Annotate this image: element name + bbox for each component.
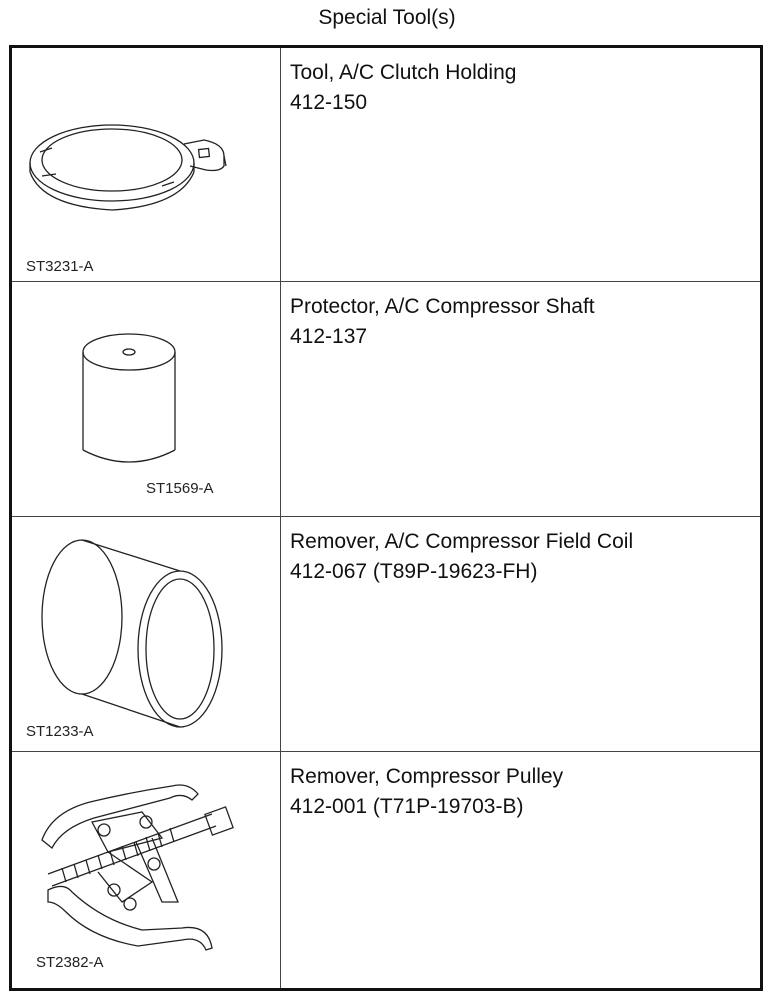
table-row [11, 517, 762, 752]
tool-name: Tool, A/C Clutch Holding [290, 61, 517, 84]
tool-description-cell [281, 517, 762, 752]
field-coil-remover-sleeve-icon [12, 517, 280, 752]
tool-illustration-cell [11, 282, 281, 517]
tool-code: ST1569-A [146, 480, 214, 497]
tool-code: ST2382-A [36, 954, 104, 971]
tool-name: Protector, A/C Compressor Shaft [290, 295, 595, 318]
tool-illustration-cell [11, 47, 281, 282]
tool-description-cell [281, 47, 762, 282]
clutch-holding-ring-icon [12, 48, 280, 283]
page-title: Special Tool(s) [318, 6, 456, 29]
tool-illustration-cell [11, 752, 281, 990]
tool-number: 412-150 [290, 91, 368, 114]
tool-description-cell [281, 752, 762, 990]
tool-illustration-cell [11, 517, 281, 752]
tool-code: ST3231-A [26, 258, 94, 275]
table-row [11, 282, 762, 517]
tool-number: 412-137 [290, 325, 368, 348]
special-tools-table [9, 45, 763, 991]
tool-name: Remover, Compressor Pulley [290, 765, 564, 788]
tool-description-cell [281, 282, 762, 517]
table-row [11, 47, 762, 282]
tool-number: 412-001 (T71P-19703-B) [290, 795, 524, 818]
tool-code: ST1233-A [26, 723, 94, 740]
tool-name: Remover, A/C Compressor Field Coil [290, 530, 634, 553]
table-row [11, 752, 762, 990]
tool-number: 412-067 (T89P-19623-FH) [290, 560, 538, 583]
